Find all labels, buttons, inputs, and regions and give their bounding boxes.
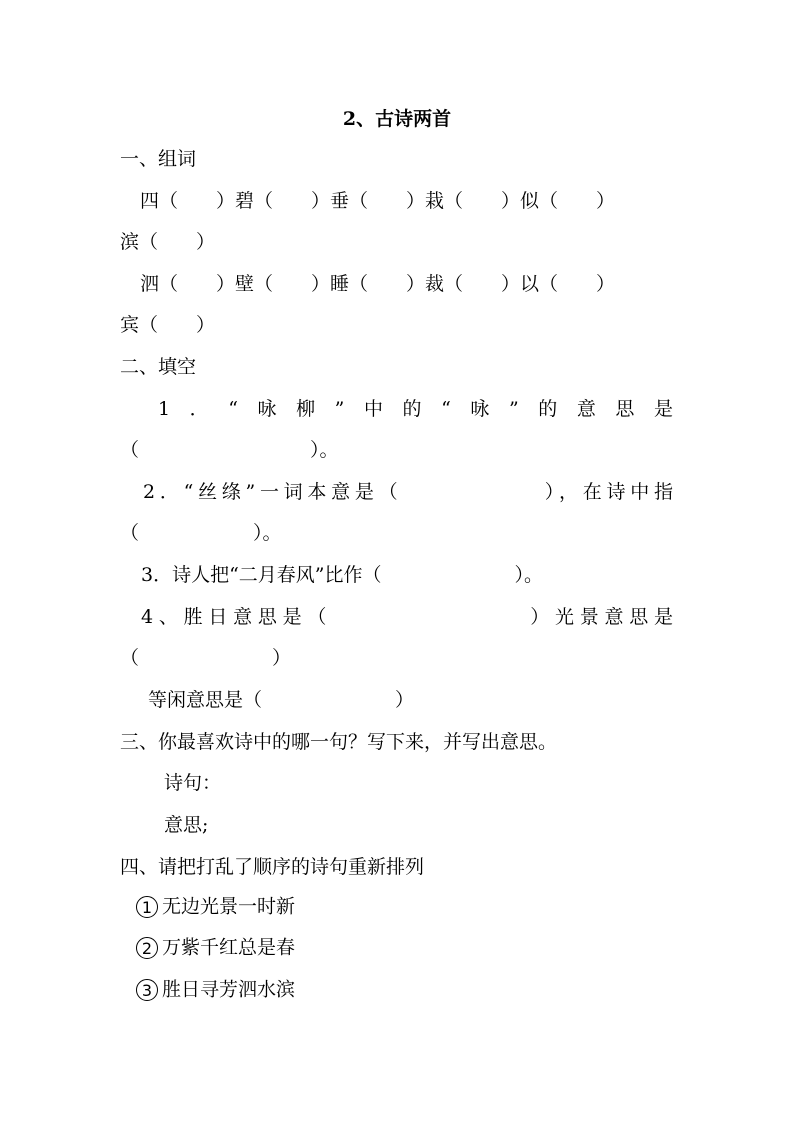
question-2-line-1: 2．“丝绦”一词本意是（ ），在诗中指 [143, 481, 673, 503]
section2-heading: 二、填空 [120, 356, 197, 378]
page-title: 2、古诗两首 [342, 108, 452, 130]
word-row-1-wrap: 滨（ ） [120, 231, 216, 253]
poem-verse: 万紫千红总是春 [162, 936, 296, 959]
section1-heading: 一、组词 [120, 148, 197, 170]
meaning-label: 意思; [164, 814, 209, 836]
poem-line-label: 诗句： [164, 772, 222, 794]
poem-verse: 胜日寻芳泗水滨 [162, 978, 296, 1001]
word-row-1: 四（ ）碧（ ）垂（ ）栽（ ）似（ ） [140, 190, 616, 212]
question-1-line-2: （ ）。 [120, 439, 339, 461]
circled-number: 2 [136, 937, 158, 959]
word-row-2-wrap: 宾（ ） [120, 314, 216, 336]
list-item [136, 979, 295, 1001]
question-1-line-1: 1．“咏柳”中的“咏”的意思是 [158, 398, 673, 420]
question-4-line-2: （ ） [120, 647, 292, 669]
circled-number: 1 [136, 896, 158, 918]
question-3: 3．诗人把“二月春风”比作（ ）。 [141, 564, 544, 586]
section3-heading: 三、你最喜欢诗中的哪一句？写下来，并写出意思。 [120, 731, 558, 753]
question-2-line-2: （ ）。 [120, 522, 282, 544]
circled-number: 3 [136, 979, 158, 1001]
word-row-2: 泗（ ）壁（ ）睡（ ）裁（ ）以（ ） [140, 273, 616, 295]
section4-heading: 四、请把打乱了顺序的诗句重新排列 [120, 856, 425, 878]
question-4-line-1: 4、胜日意思是（ ）光景意思是 [141, 606, 673, 628]
list-item [136, 896, 295, 918]
poem-verse: 无边光景一时新 [162, 895, 296, 918]
list-item [136, 937, 295, 959]
question-4-line-3: 等闲意思是（ ） [148, 689, 415, 711]
